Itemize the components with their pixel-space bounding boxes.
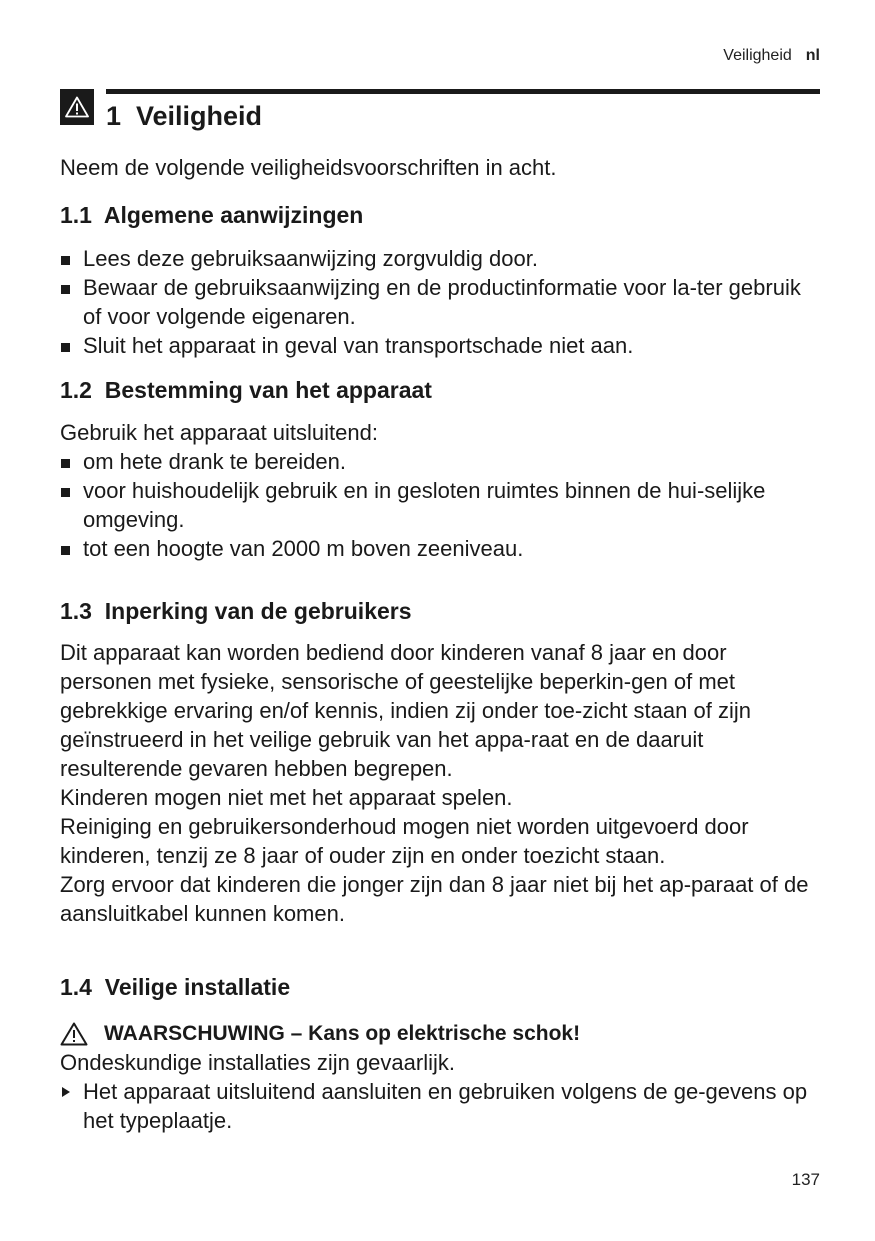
paragraph: Reiniging en gebruikersonderhoud mogen niet worden uitgevoerd door kinderen, tenzij ze 8 jaar of ouder zijn en onder toezicht staan. xyxy=(60,814,749,868)
chapter-rule xyxy=(106,89,820,94)
list-item: tot een hoogte van 2000 m boven zeeniveau. xyxy=(60,534,820,563)
running-header-section: Veiligheid xyxy=(723,47,792,64)
section-title: 1.1 Algemene aanwijzingen xyxy=(60,202,364,228)
page-number: 137 xyxy=(791,1170,820,1189)
list-item: Lees deze gebruiksaanwijzing zorgvuldig door. xyxy=(60,244,820,273)
chapter-warning-icon xyxy=(60,89,94,125)
paragraph: Ondeskundige installaties zijn gevaarlijk. xyxy=(60,1050,455,1075)
running-header xyxy=(723,47,820,65)
running-header-lang: nl xyxy=(805,47,820,64)
manual-page xyxy=(60,0,820,1241)
list-item: voor huishoudelijk gebruik en in gesloten ruimtes binnen de hui-selijke omgeving. xyxy=(60,476,820,534)
paragraph: Kinderen mogen niet met het apparaat spelen. xyxy=(60,785,513,810)
paragraph: Zorg ervoor dat kinderen die jonger zijn dan 8 jaar niet bij het ap-paraat of de aansluitkabel kunnen komen. xyxy=(60,872,809,926)
chapter-title: 1 Veiligheid xyxy=(106,101,263,131)
bullet-list xyxy=(60,244,820,360)
list-item: Sluit het apparaat in geval van transportschade niet aan. xyxy=(60,331,820,360)
section-intended-use xyxy=(60,375,820,563)
bullet-list xyxy=(60,447,820,563)
section-lead: Gebruik het apparaat uitsluitend: xyxy=(60,420,378,445)
section-title: 1.4 Veilige installatie xyxy=(60,974,291,1000)
paragraph: Dit apparaat kan worden bediend door kinderen vanaf 8 jaar en door personen met fysieke, sensorische of geestelijke beperkin-gen of met gebrekkige ervaring en/of kennis, indien zij onder toe-zicht staan of zijn geïnstrueerd in het veilige gebruik van het appa-raat en de daaruit resulterende gevaren hebben begrepen. xyxy=(60,640,751,781)
section-general xyxy=(60,200,820,360)
warning-triangle-icon xyxy=(60,1022,88,1046)
list-item: Het apparaat uitsluitend aansluiten en gebruiken volgens de ge-gevens op het typeplaatje. xyxy=(60,1077,820,1135)
intro-text: Neem de volgende veiligheidsvoorschriften in acht. xyxy=(60,155,557,180)
instruction-list xyxy=(60,1077,820,1135)
warning-triangle-icon xyxy=(65,96,89,118)
section-safe-installation xyxy=(60,972,820,1135)
section-title: 1.2 Bestemming van het apparaat xyxy=(60,377,432,403)
warning-label: WAARSCHUWING – Kans op elektrische schok! xyxy=(104,1022,581,1045)
section-title: 1.3 Inperking van de gebruikers xyxy=(60,598,412,624)
warning-heading xyxy=(60,1019,820,1048)
list-item: om hete drank te bereiden. xyxy=(60,447,820,476)
section-user-restrictions xyxy=(60,596,820,928)
list-item: Bewaar de gebruiksaanwijzing en de productinformatie voor la-ter gebruik of voor volgende eigenaren. xyxy=(60,273,820,331)
